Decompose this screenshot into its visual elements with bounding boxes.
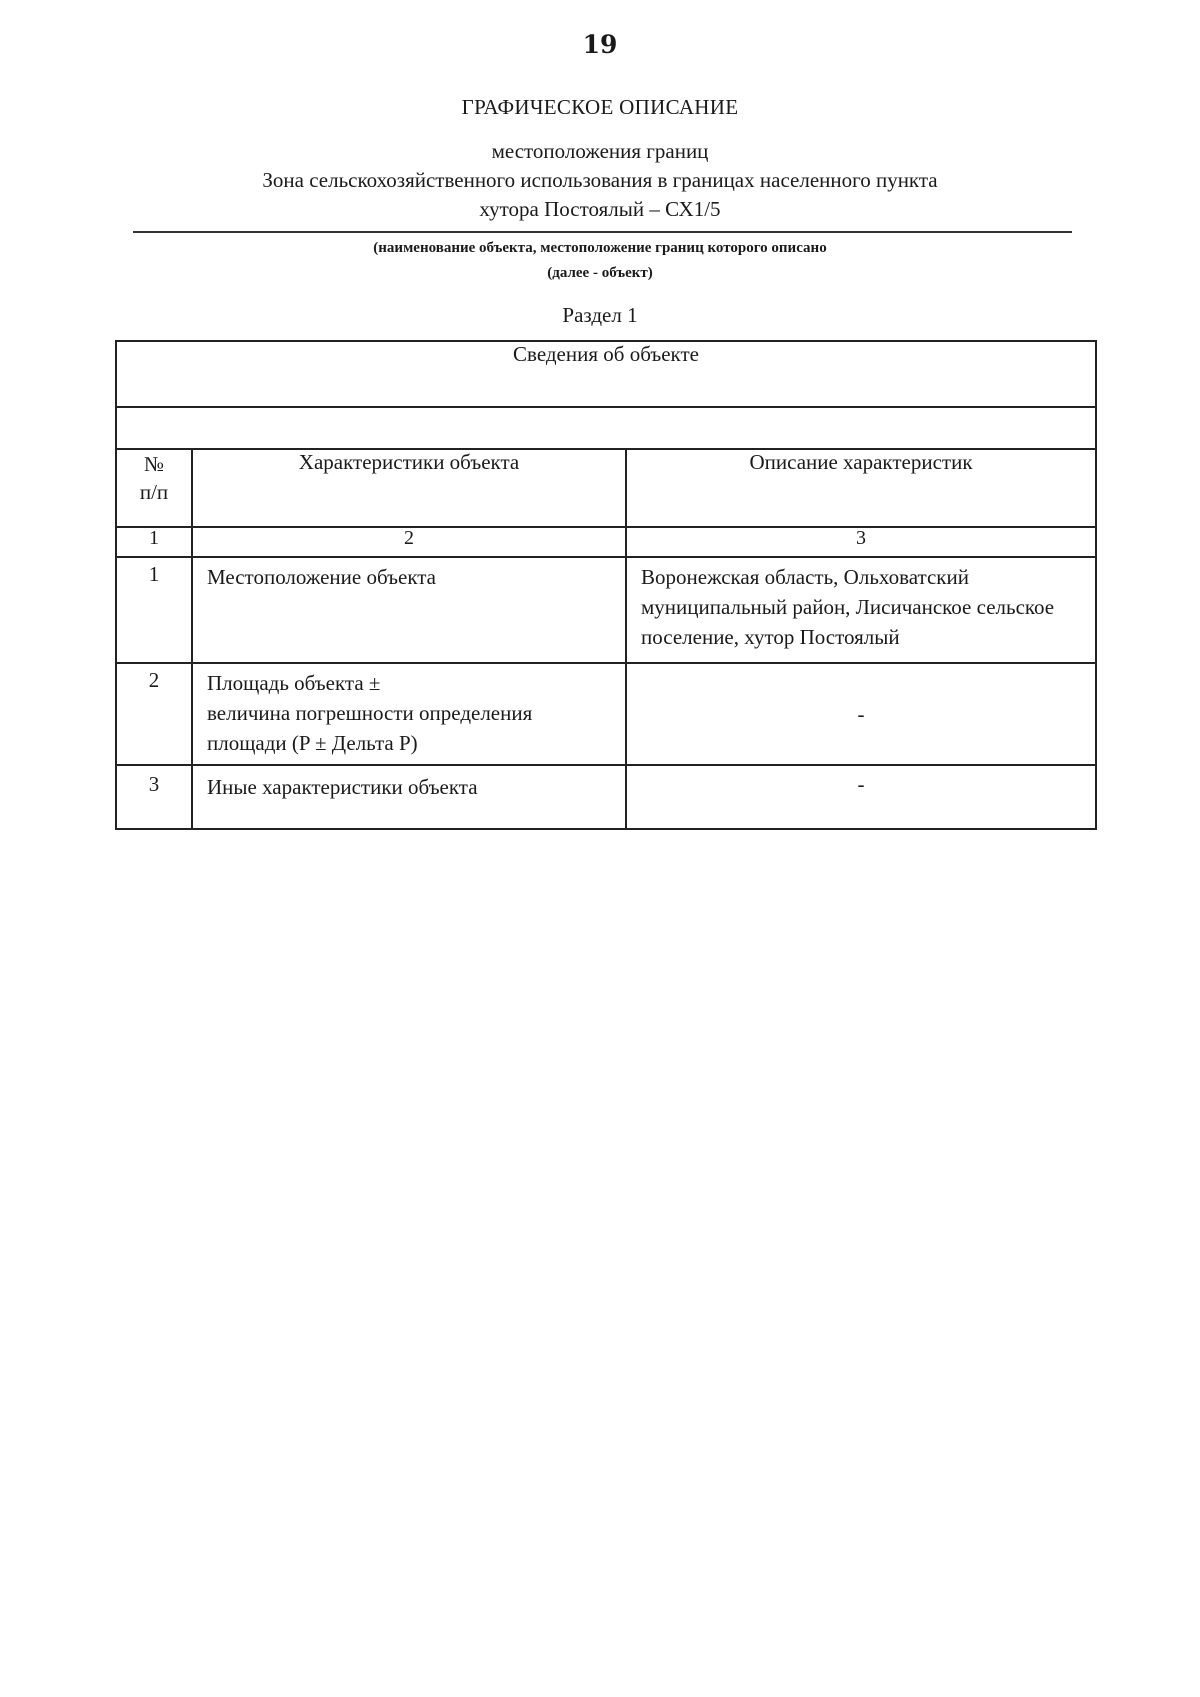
column-number-3: 3 <box>626 527 1096 557</box>
table-row <box>116 765 1096 829</box>
row-characteristic: Местоположение объекта <box>192 557 626 663</box>
title-underline <box>133 231 1072 233</box>
row-description: - <box>626 765 1096 829</box>
row-characteristic-line-3: площади (P ± Дельта P) <box>207 731 418 755</box>
column-header-num-line2: п/п <box>139 480 169 504</box>
column-header-characteristics: Характеристики объекта <box>192 449 626 527</box>
caption-line-1: (наименование объекта, местоположение границ которого описано <box>373 240 827 256</box>
table-title: Сведения об объекте <box>116 341 1096 407</box>
table-row <box>116 663 1096 765</box>
table-blank-row <box>116 407 1096 449</box>
subtitle-line-2: Зона сельскохозяйственного использования в границах населенного пункта <box>262 168 938 192</box>
section-label: Раздел 1 <box>562 303 638 327</box>
column-header-num <box>116 449 192 527</box>
row-characteristic <box>192 663 626 765</box>
column-number-2: 2 <box>192 527 626 557</box>
row-description: Воронежская область, Ольховатский муниципальный район, Лисичанское сельское поселение, хутор Постоялый <box>626 557 1096 663</box>
column-number-1: 1 <box>116 527 192 557</box>
subtitle-line-1: местоположения границ <box>491 139 709 163</box>
row-number: 2 <box>116 663 192 765</box>
table-title-row <box>116 341 1096 407</box>
blank-cell <box>116 407 1096 449</box>
row-characteristic-line-1: Площадь объекта ± <box>207 671 381 695</box>
row-characteristic-line-2: величина погрешности определения <box>207 701 533 725</box>
object-info-table <box>115 340 1097 830</box>
caption-line-2: (далее - объект) <box>547 265 653 281</box>
table-row <box>116 557 1096 663</box>
row-number: 1 <box>116 557 192 663</box>
subtitle-line-3: хутора Постоялый – СХ1/5 <box>479 197 721 221</box>
column-header-row <box>116 449 1096 527</box>
page-number: 19 <box>582 30 618 59</box>
column-header-description: Описание характеристик <box>626 449 1096 527</box>
row-description: - <box>626 663 1096 765</box>
column-header-num-line1: № <box>143 452 165 476</box>
row-characteristic: Иные характеристики объекта <box>192 765 626 829</box>
column-number-row <box>116 527 1096 557</box>
document-title: ГРАФИЧЕСКОЕ ОПИСАНИЕ <box>461 95 739 119</box>
row-number: 3 <box>116 765 192 829</box>
